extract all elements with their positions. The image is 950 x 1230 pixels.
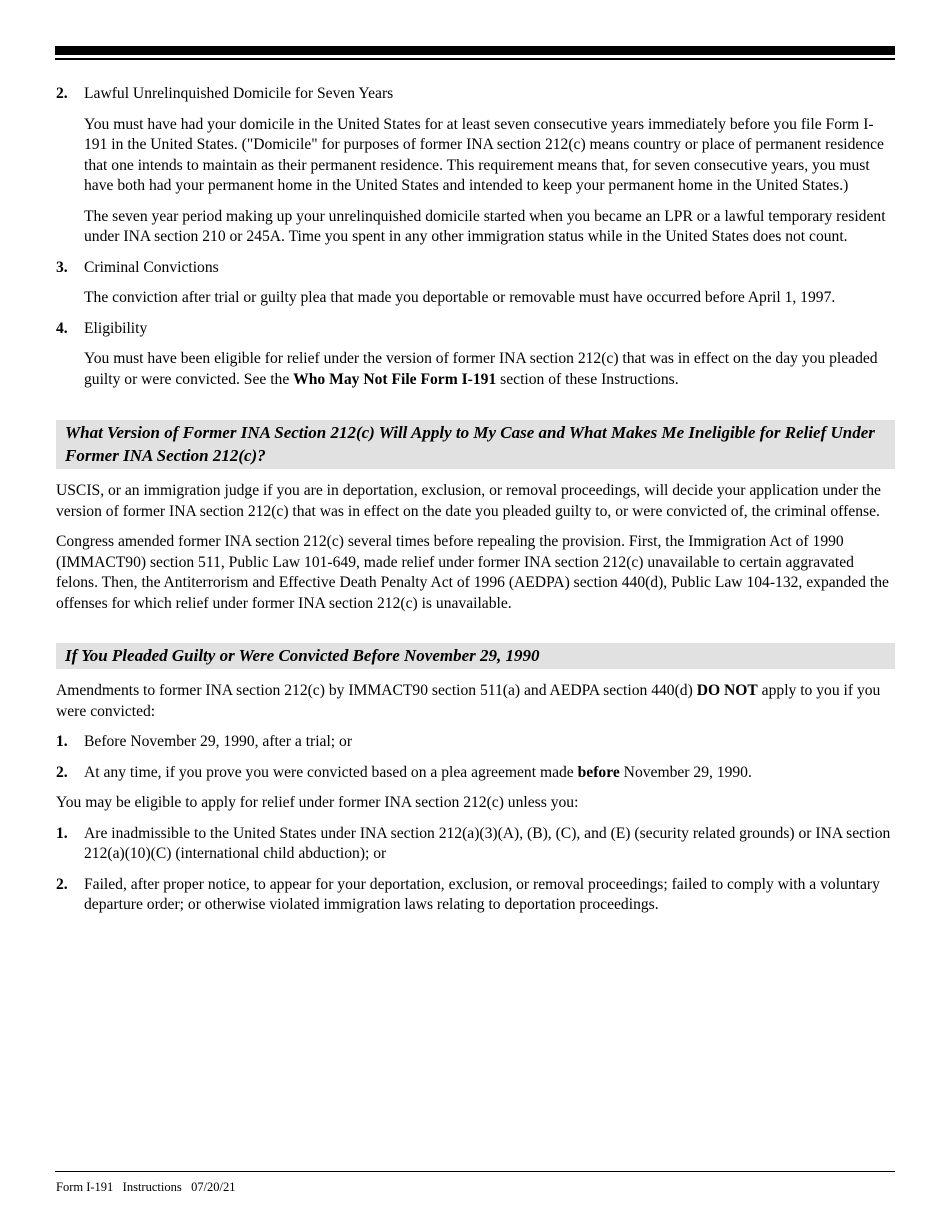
item-2-heading bbox=[56, 84, 895, 105]
may-be-eligible-paragraph: You may be eligible to apply for relief under former INA section 212(c) unless you: bbox=[56, 794, 579, 811]
uscis-decision-paragraph: USCIS, or an immigration judge if you are in deportation, exclusion, or removal proceedings, will decide your application under the version of former INA section 212(c) that was in effect on the date you pleaded guilty to, or were convicted of, the criminal offense. bbox=[56, 482, 881, 520]
eligibility-text-end: section of these Instructions. bbox=[496, 370, 679, 388]
list-item-text: Are inadmissible to the United States under INA section 212(a)(3)(A), (B), (C), and (E) (security related grounds) or INA section 212(a)(10)(C) (international child abduction); or bbox=[84, 824, 891, 862]
criminal-convictions-paragraph: The conviction after trial or guilty plea that made you deportable or removable must have occurred before April 1, 1997. bbox=[84, 289, 836, 306]
item-title: Criminal Convictions bbox=[84, 258, 219, 276]
footer-form-name: Form I-191 bbox=[56, 1180, 114, 1194]
who-may-not-file-reference: Who May Not File Form I-191 bbox=[293, 370, 497, 388]
item-4-heading bbox=[56, 319, 895, 340]
eligibility-paragraph bbox=[84, 349, 895, 390]
before-emphasis: before bbox=[577, 763, 620, 781]
page-footer bbox=[56, 1180, 236, 1195]
do-not-emphasis: DO NOT bbox=[696, 682, 758, 699]
amendments-intro-paragraph bbox=[56, 681, 895, 722]
amendments-intro-text: Amendments to former INA section 212(c) by IMMACT90 section 511(a) and AEDPA section 440(d) bbox=[56, 682, 697, 699]
footer-edition-date: 07/20/21 bbox=[191, 1180, 236, 1194]
list-item bbox=[56, 824, 895, 865]
list-number: 1. bbox=[56, 733, 68, 750]
domicile-definition-paragraph: You must have had your domicile in the United States for at least seven consecutive years immediately before you file Form I-191 in the United States. ("Domicile" for purposes of former INA section 212(c) means country or place of permanent residence that one intends to maintain as their permanent residence. This requirement means that, for seven consecutive years, you must have both had your permanent home in the United States and intended to keep your permanent home in the United States.) bbox=[84, 115, 884, 194]
top-rule-thick bbox=[55, 46, 895, 55]
item-number: 4. bbox=[56, 319, 68, 337]
document-body bbox=[56, 84, 895, 926]
list-number: 1. bbox=[56, 824, 68, 842]
list-item bbox=[56, 732, 895, 753]
item-3-heading bbox=[56, 258, 895, 279]
list-item-text: Before November 29, 1990, after a trial; or bbox=[84, 733, 353, 750]
list-item bbox=[56, 875, 895, 916]
list-item-text: At any time, if you prove you were convicted based on a plea agreement made bbox=[84, 763, 578, 781]
eligibility-text: You must have been eligible for relief under the version of former INA section 212(c) that was in effect on the day you pleaded guilty or were convicted. See the bbox=[84, 350, 878, 388]
list-number: 2. bbox=[56, 875, 68, 893]
footer-doc-type: Instructions bbox=[122, 1180, 182, 1194]
top-rule-thin bbox=[55, 58, 895, 60]
before-1990-section-heading: If You Pleaded Guilty or Were Convicted Before November 29, 1990 bbox=[56, 643, 895, 669]
amendments-intro-text-end: apply to you if you were convicted: bbox=[56, 682, 881, 720]
seven-year-period-paragraph: The seven year period making up your unrelinquished domicile started when you became an LPR or a lawful temporary resident under INA section 210 or 245A. Time you spent in any other immigration status while in the United States does not count. bbox=[84, 207, 886, 245]
footer-rule bbox=[55, 1171, 895, 1172]
list-item-text-end: November 29, 1990. bbox=[619, 763, 752, 781]
item-number: 3. bbox=[56, 258, 68, 276]
version-section-heading: What Version of Former INA Section 212(c) Will Apply to My Case and What Makes Me Ineligible for Relief Under Former INA Section 212(c)? bbox=[56, 420, 895, 469]
item-title: Eligibility bbox=[84, 319, 148, 337]
congress-amendments-paragraph: Congress amended former INA section 212(c) several times before repealing the provision. First, the Immigration Act of 1990 (IMMACT90) section 511, Public Law 101-649, made relief under former INA section 212(c) unavailable to certain aggravated felons. Then, the Antiterrorism and Effective Death Penalty Act of 1996 (AEDPA) section 440(d), Public Law 104-132, expanded the offenses for which relief under former INA section 212(c) is unavailable. bbox=[56, 533, 889, 612]
item-title: Lawful Unrelinquished Domicile for Seven Years bbox=[84, 85, 394, 102]
list-item bbox=[56, 763, 895, 784]
list-number: 2. bbox=[56, 763, 68, 781]
list-item-text: Failed, after proper notice, to appear for your deportation, exclusion, or removal proceedings; failed to comply with a voluntary departure order; or otherwise violated immigration laws relating to deportation proceedings. bbox=[84, 875, 880, 913]
item-number: 2. bbox=[56, 85, 68, 102]
